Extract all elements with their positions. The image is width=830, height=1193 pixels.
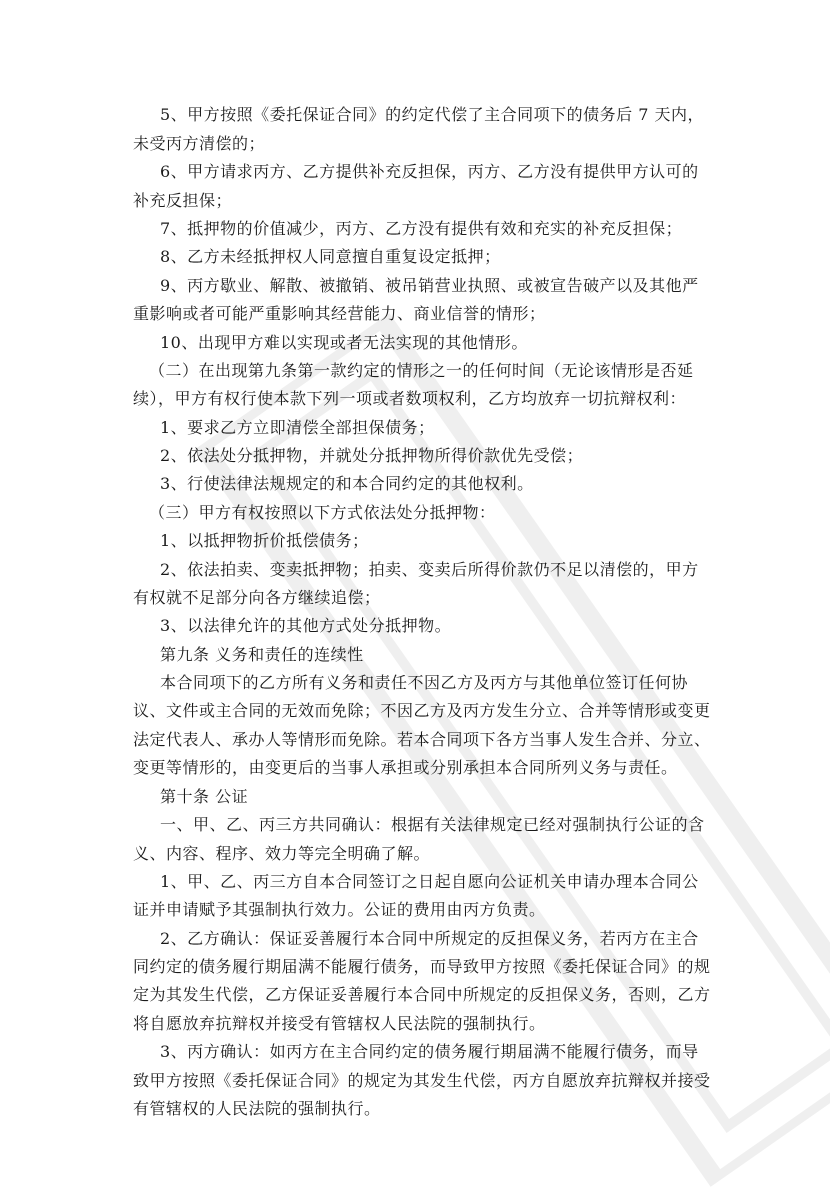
text-line: 议、文件或主合同的无效而免除；不因乙方及丙方发生分立、合并等情形或变更 [133, 701, 711, 720]
text-line: 重影响或者可能严重影响其经营能力、商业信誉的情形； [133, 304, 546, 323]
text-line: 8、乙方未经抵押权人同意擅自重复设定抵押； [160, 247, 501, 266]
text-line: 义、内容、程序、效力等完全明确了解。 [133, 844, 431, 863]
text-line: 有管辖权的人民法院的强制执行。 [133, 1099, 381, 1118]
text-line: 1、甲、乙、丙三方自本合同签订之日起自愿向公证机关申请办理本合同公 [160, 872, 699, 891]
text-line: （三）甲方有权按照以下方式依法处分抵押物： [149, 503, 496, 522]
text-line: 10、出现甲方难以实现或者无法实现的其他情形。 [160, 333, 528, 352]
text-line: 法定代表人、承办人等情形而免除。若本合同项下各方当事人发生合并、分立、 [133, 730, 711, 749]
text-line: 9、丙方歇业、解散、被撤销、被吊销营业执照、或被宣告破产以及其他严 [160, 276, 699, 295]
text-line: 1、以抵押物折价抵偿债务； [160, 531, 369, 550]
text-line: 7、抵押物的价值减少，丙方、乙方没有提供有效和充实的补充反担保； [160, 219, 683, 238]
text-line: 3、丙方确认：如丙方在主合同约定的债务履行期届满不能履行债务，而导 [160, 1042, 699, 1061]
text-line: 2、依法处分抵押物，并就处分抵押物所得价款优先受偿； [160, 446, 584, 465]
text-line: 一、甲、乙、丙三方共同确认：根据有关法律规定已经对强制执行公证的含 [160, 815, 705, 834]
text-line: 将自愿放弃抗辩权并接受有管辖权人民法院的强制执行。 [133, 1014, 546, 1033]
text-line: 2、乙方确认：保证妥善履行本合同中所规定的反担保义务，若丙方在主合 [160, 929, 699, 948]
text-line: 有权就不足部分向各方继续追偿； [133, 588, 381, 607]
text-line: 本合同项下的乙方所有义务和责任不因乙方及丙方与其他单位签订任何协 [160, 673, 689, 692]
text-line: 同约定的债务履行期届满不能履行债务，而导致甲方按照《委托保证合同》的规 [133, 957, 711, 976]
text-line: 6、甲方请求丙方、乙方提供补充反担保，丙方、乙方没有提供甲方认可的 [160, 162, 699, 181]
text-line: 定为其发生代偿，乙方保证妥善履行本合同中所规定的反担保义务，否则，乙方 [133, 985, 711, 1004]
text-line: 致甲方按照《委托保证合同》的规定为其发生代偿，丙方自愿放弃抗辩权并接受 [133, 1071, 711, 1090]
text-line: （二）在出现第九条第一款约定的情形之一的任何时间（无论该情形是否延 [149, 361, 694, 380]
text-line: 第九条 义务和责任的连续性 [160, 645, 364, 664]
text-line: 证并申请赋予其强制执行效力。公证的费用由丙方负责。 [133, 900, 546, 919]
text-line: 2、依法拍卖、变卖抵押物；拍卖、变卖后所得价款仍不足以清偿的，甲方 [160, 560, 699, 579]
text-line: 5、甲方按照《委托保证合同》的约定代偿了主合同项下的债务后 7 天内， [160, 105, 705, 124]
text-line: 3、行使法律法规规定的和本合同约定的其他权利。 [160, 474, 534, 493]
text-line: 第十条 公证 [160, 787, 249, 806]
text-line: 3、以法律允许的其他方式处分抵押物。 [160, 616, 452, 635]
text-line: 续），甲方有权行使本款下列一项或者数项权利，乙方均放弃一切抗辩权利： [133, 389, 687, 408]
text-line: 补充反担保； [133, 191, 233, 210]
text-line: 未受丙方清偿的； [133, 134, 266, 153]
text-line: 变更等情形的，由变更后的当事人承担或分别承担本合同所列义务与责任。 [133, 758, 678, 777]
text-line: 1、要求乙方立即清偿全部担保债务； [160, 418, 435, 437]
